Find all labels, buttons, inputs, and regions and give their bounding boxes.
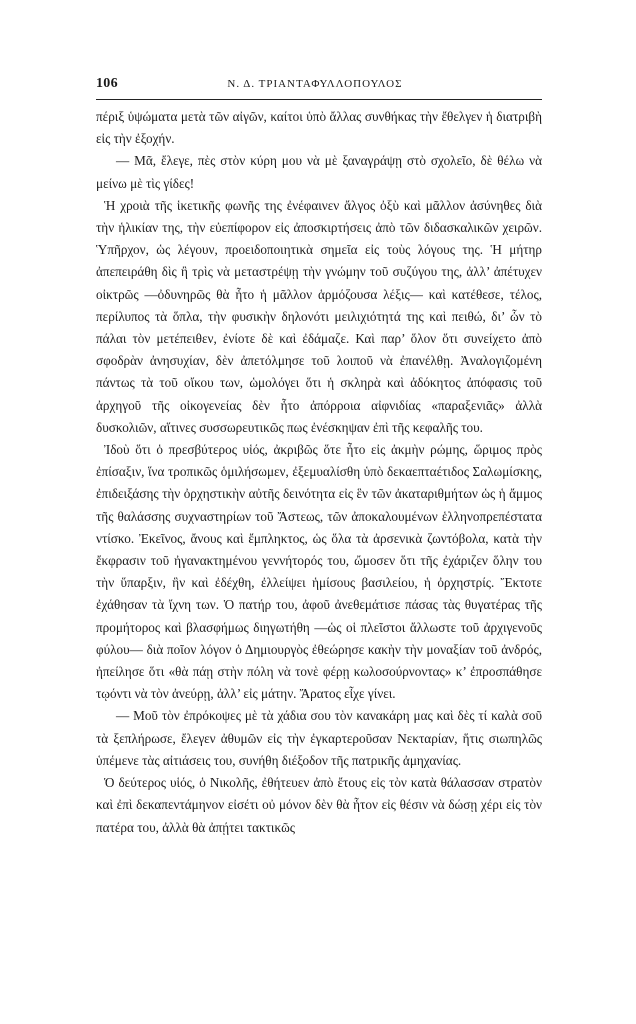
page-number: 106 (96, 76, 118, 91)
book-page (96, 76, 542, 839)
body-text (96, 106, 542, 839)
paragraph: πέριξ ὑψώματα μετὰ τῶν αἰγῶν, καίτοι ὑπὸ ἄλλας συνθήκας τὴν ἔθελγεν ἡ διατριβὴ εἰς τὴν ἐξοχήν. (96, 109, 542, 147)
paragraph: Ἡ χροιὰ τῆς ἱκετικῆς φωνῆς της ἐνέφαινεν ἄλγος ὀξὺ καὶ μᾶλλον ἀσύνηθες διὰ τὴν ἡλικίαν της, τὴν εὐεπίφορον εἰς ἀποσκιρτήσεις ἀπὸ τῶν διδασκαλικῶν χειρῶν. Ὑπῆρχον, ὡς λέγουν, προειδοποιητικὰ σημεῖα εἰς τοὺς λόγους της. Ἡ μήτηρ ἀπεπειράθη δὶς ἢ τρὶς νὰ μεταστρέψῃ τὴν γνώμην τοῦ συζύγου της, ἀλλ’ ἀπέτυχεν οἰκτρῶς —ὀδυνηρῶς θὰ ἦτο ἡ μᾶλλον ἁρμόζουσα λέξις— καὶ κατέθεσε, τέλος, περίλυπος τὰ ὅπλα, τὴν φυσικὴν δηλονότι μειλιχιότητά της καὶ πειθώ, δι’ ὧν τὸ πάλαι τὸν μετέπειθεν, ἐνίοτε δὲ καὶ ἐδάμαζε. Καὶ παρ’ ὅλον ὅτι συνείχετο ἀπὸ σφοδρὰν ἀνησυχίαν, δὲν ἀπετόλμησε τοῦ λοιποῦ νὰ ἐπανέλθῃ. Ἀναλογιζομένη πάντως τὰ τοῦ οἴκου των, ὡμολόγει ὅτι ἡ σκληρὰ καὶ ἀδόκητος ἀπόφασις τοῦ ἀρχηγοῦ τῆς οἰκογενείας δὲν ἦτο ἀπόρροια αἰφνιδίας «παραξενιᾶς» ἀλλὰ δυσκολιῶν, αἵτινες συσσωρευτικῶς πως ἐνέσκηψαν ἐπὶ τῆς κεφαλῆς του. (96, 197, 542, 435)
page-header (96, 76, 542, 96)
paragraph: — Μοῦ τὸν ἐπρόκοψες μὲ τὰ χάδια σου τὸν κανακάρη μας καὶ δὲς τί καλὰ σοῦ τὰ ξεπλήρωσε, ἔλεγεν ἀθυμῶν εἰς τὴν ἐγκαρτεροῦσαν Νεκταρίαν, ἥτις σιωπηλῶς ὑπέμενε τὰς αἰτιάσεις του, συνήθη διέξοδον τῆς πατρικῆς ἀμηχανίας. (96, 708, 542, 768)
paragraph: — Μᾶ, ἔλεγε, πὲς στὸν κύρη μου νὰ μὲ ξαναγράψῃ στὸ σχολεῖο, δὲ θέλω νὰ μείνω μὲ τὶς γίδες! (96, 153, 542, 191)
header-rule (96, 99, 542, 100)
running-title: Ν. Δ. ΤΡΙΑΝΤΑΦΥΛΛΟΠΟΥΛΟΣ (227, 78, 403, 90)
paragraph: Ὁ δεύτερος υἱός, ὁ Νικολῆς, ἐθήτευεν ἀπὸ ἔτους εἰς τὸν κατὰ θάλασσαν στρατὸν καὶ ἐπὶ δεκαπεντάμηνον εἰσέτι οὐ μόνον δὲν θὰ ἦτον εἰς θέσιν νὰ δώσῃ χέρι εἰς τὸν πατέρα του, ἀλλὰ θὰ ἀπῄτει τακτικῶς (96, 775, 542, 835)
paragraph: Ἰδοὺ ὅτι ὁ πρεσβύτερος υἱός, ἀκριβῶς ὅτε ἦτο εἰς ἀκμὴν ρώμης, ὥριμος πρὸς ἐπίσαξιν, ἵνα τροπικῶς ὁμιλήσωμεν, ἐξεμυαλίσθη ὑπὸ δεκαεπταέτιδος Σαλωμίσκης, ἐπιδειξάσης τὴν ὀρχηστικὴν αὐτῆς δεινότητα εἰς ἓν τῶν ἀκαταριθμήτων ὡς ἡ ἄμμος τῆς θαλάσσης συχναστηρίων τοῦ Ἄστεως, τῶν ἀποκαλουμένων ἑλληνοπρεπέστατα ντίσκο. Ἐκεῖνος, ἄνους καὶ ἔμπληκτος, ὡς ὅλα τὰ ἀρσενικὰ ζωντόβολα, κατὰ τὴν ἔκφρασιν τοῦ ἠγανακτημένου γεννήτορός του, ὤμοσεν ὅτι τῆς ἐχάριζεν ὅλην του τὴν ὕπαρξιν, ἣν καὶ ἐδέχθη, ἐλλείψει ἡμίσους βασιλείου, ἡ ὀρχηστρίς. Ἔκτοτε ἐχάθησαν τὰ ἴχνη των. Ὁ πατήρ του, ἀφοῦ ἀνεθεμάτισε πάσας τὰς θυγατέρας τῆς προμήτορος καὶ βλασφήμως διηγωτήθη —ὡς οἱ πλεῖστοι ἄλλωστε τοῦ ἀρχιγενοῦς φύλου— διὰ ποῖον λόγον ὁ Δημιουργὸς ἐθεώρησε κακὴν τὴν μοναξίαν τοῦ ἀνδρός, ἠπείλησε ὅτι «θὰ πάῃ στὴν πόλη νὰ τονὲ φέρῃ κωλοσούρνοντας» κ’ ἐπροσπάθησε τῳόντι νὰ τὸν ἀνεύρῃ, ἀλλ’ εἰς μάτην. Ἄρατος εἶχε γίνει. (96, 442, 542, 702)
